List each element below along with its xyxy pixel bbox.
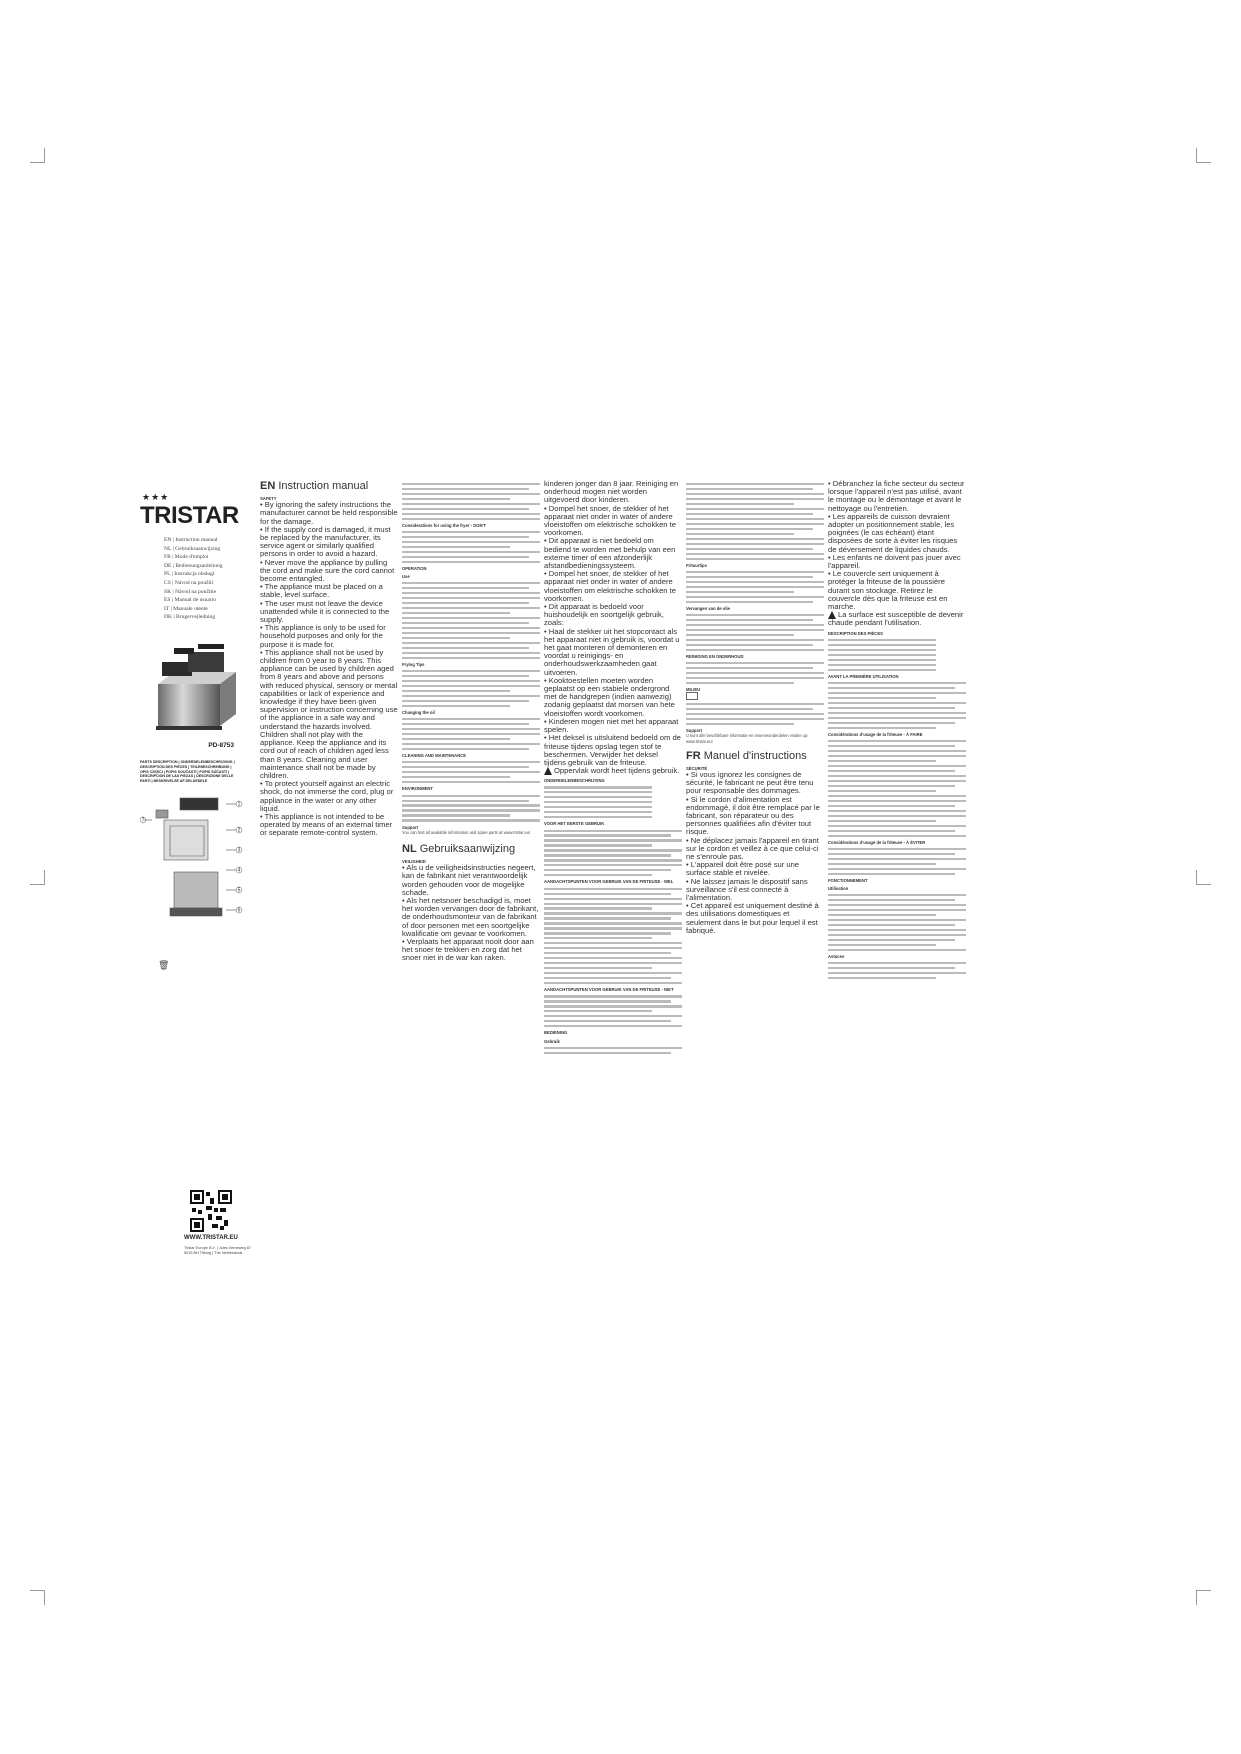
nl-dont-heading: AANDACHTSPUNTEN VOOR GEBRUIK VAN DE FRITEUSE - NIET xyxy=(544,987,674,993)
fr-safety-item: • Débranchez la fiche secteur du secteur lorsque l'appareil n'est pas utilisé, avant le montage ou le démontage et avant le nettoyage ou l'entretien. xyxy=(828,479,965,513)
en-safety-item: • The user must not leave the device unattended while it is connected to the supply. xyxy=(260,598,390,625)
language-list xyxy=(164,536,234,622)
diagram-label: 3 xyxy=(237,847,241,854)
nl-safety-item: • Dompel het snoer, de stekker of het apparaat niet onder in water of andere vloeistoffen om elektrische schokken te voorkomen. xyxy=(544,503,676,538)
fr-safety-item: • Les enfants ne doivent pas jouer avec l'appareil. xyxy=(828,552,961,571)
nl-bediening-heading: BEDIENING xyxy=(544,1030,568,1036)
fr-utilisation-heading: Utilisation xyxy=(828,886,849,891)
nl-safety-item: • Kinderen mogen niet met het apparaat spelen. xyxy=(544,716,679,735)
nl-safety-item: • Als het netsnoer beschadigd is, moet het worden vervangen door de fabrikant, de onderhoudsmonteur van de fabrikant of door personen met een soortgelijke kwalificatie om gevaar te voorkomen. xyxy=(402,895,539,938)
language-item[interactable]: DK | Brugervejledning xyxy=(164,614,216,621)
nl-safety-item: • Het deksel is uitsluitend bedoeld om de friteuse tijdens opslag tegen stof te beschermen. Verwijder het deksel tijdens gebruik van de friteuse. xyxy=(544,733,681,767)
fr-safety-item: • Le couvercle sert uniquement à protéger la friteuse de la poussière durant son stockage. Retirez le couvercle dès que la friteuse est en marche. xyxy=(828,569,948,612)
fr-safety-item: • L'appareil doit être posé sur une surface stable et nivelée. xyxy=(686,860,800,878)
fr-parts-heading: DESCRIPTION DES PIÈCES xyxy=(828,630,883,636)
nl-hot-surface-warning: Oppervlak wordt heet tijdens gebruik. xyxy=(544,767,682,775)
fr-safety-item: • Ne déplacez jamais l'appareil en tirant sur le cordon et veillez à ce que celui-ci ne s'enroule pas. xyxy=(686,835,819,862)
fr-safety-list-cont xyxy=(828,480,966,611)
language-item[interactable]: PL | Instrukcja obsługi xyxy=(164,571,215,578)
fr-safety-heading: SÉCURITÉ xyxy=(686,765,708,771)
en-safety-item: • This appliance is only to be used for household purposes and only for the purpose it is made for. xyxy=(260,623,386,649)
en-use-heading: Use xyxy=(402,574,410,580)
fr-safety-item: • Si vous ignorez les consignes de sécurité, le fabricant ne peut être tenu pour responsable des dommages. xyxy=(686,769,814,796)
nl-reiniging-heading: REINIGING EN ONDERHOUD xyxy=(686,653,744,659)
nl-safety-item: • Kooktoestellen moeten worden geplaatst op een stabiele ondergrond met de handgrepen (indien aanwezig) zodanig geplaatst dat morsen van hete vloeistoffen wordt voorkomen. xyxy=(544,675,675,718)
environment-icon xyxy=(686,692,698,700)
nl-gebruik-heading: Gebruik xyxy=(544,1038,560,1044)
nl-heading: NL Gebruiksaanwijzing xyxy=(402,842,516,855)
fr-column-2 xyxy=(828,480,966,982)
language-item[interactable]: ES | Manual de usuario xyxy=(164,597,217,604)
nl-milieu-heading: MILIEU xyxy=(686,687,701,693)
nl-frituurtips-heading: Frituurtips xyxy=(686,562,707,568)
diagram-label: 4 xyxy=(237,867,241,874)
fr-safety-item: • Si le cordon d'alimentation est endommagé, il doit être remplacé par le fabricant, son réparateur ou des personnes qualifiées afin d'éviter tout risque. xyxy=(686,794,820,837)
en-safety-item: • This appliance is not intended to be operated by means of an external timer or separate remote-control system. xyxy=(260,811,393,838)
en-safety-item: • Never move the appliance by pulling the cord and make sure the cord cannot become entangled. xyxy=(260,557,395,584)
nl-column-2 xyxy=(544,480,682,1057)
fr-safety-item: • Les appareils de cuisson devraient adopter un positionnement stable, les poignées (le cas échéant) étant disposées de sorte à éviter les risques de déversement de liquides chauds. xyxy=(828,511,958,554)
nl-safety-heading: VEILIGHEID xyxy=(402,858,426,864)
en-environment-heading: ENVIRONMENT xyxy=(402,786,433,792)
nl-safety-item: kinderen jonger dan 8 jaar. Reiniging en onderhoud mogen niet worden uitgevoerd door kinderen. xyxy=(544,479,679,505)
en-column-2 xyxy=(402,480,540,963)
en-heading: EN Instruction manual xyxy=(260,480,369,492)
brand-stars: ★★★ xyxy=(142,492,170,502)
nl-safety-item: • Dompel het snoer, de stekker of het apparaat niet onder in water of andere vloeistoffen om elektrische schokken te voorkomen. xyxy=(544,569,676,603)
fr-safety-list xyxy=(686,771,824,935)
en-safety-item: • The appliance must be placed on a stable, level surface. xyxy=(260,582,383,600)
en-support-text: You can find all available information and spare parts at www.tristar.eu! xyxy=(402,829,531,835)
nl-safety-list-cont xyxy=(544,480,682,767)
en-operation-heading: OPERATION xyxy=(402,565,427,571)
en-safety-heading: SAFETY xyxy=(260,496,277,501)
parts-caption: PARTS DESCRIPTION | ONDERDELENBESCHRIJVING | DESCRIPTION DES PIÈCES | TEILEBESCHREIBUNG | OPIS CZĘŚCI | POPIS SOUČÁSTÍ | POPIS SÚČASTÍ | DESCRIPCIÓN DE LAS PIEZAS | DESCRIZIONE DELLE PARTI | BESKRIVELSE AF DELDEDELE xyxy=(140,760,235,784)
diagram-label: 1 xyxy=(237,801,241,808)
fr-astuces-heading: Astuces xyxy=(828,954,845,960)
en-support-heading: Support xyxy=(402,824,419,830)
diagram-label: 5 xyxy=(237,887,241,894)
fr-heading: FR Manuel d'instructions xyxy=(686,749,807,762)
diagram-label: 7 xyxy=(141,817,145,824)
fr-safety-item: • Ne laissez jamais le dispositif sans surveillance s'il est connecté à l'alimentation. xyxy=(686,876,808,903)
nl-safety-item: • Haal de stekker uit het stopcontact als het apparaat niet in gebruik is, voordat u het gaat monteren of demonteren en voordat u reinigings- en onderhoudswerkzaamheden gaat uitvoeren. xyxy=(544,626,680,677)
nl-safety-list xyxy=(402,864,540,962)
cover-panel xyxy=(140,480,250,1280)
language-item[interactable]: EN | Instruction manual xyxy=(164,537,218,543)
language-item[interactable]: SK | Návod na použitie xyxy=(164,588,217,595)
nl-safety-item: • Dit apparaat is niet bedoeld om bediend te worden met behulp van een externe timer of een afzonderlijk afstandbedieningssysteem. xyxy=(544,536,676,571)
weee-bin-icon: 🗑 xyxy=(158,960,170,970)
fr-dont-heading: Considérations d'usage de la friteuse - À ÉVITER xyxy=(828,839,926,845)
diagram-label: 2 xyxy=(237,827,241,834)
language-item[interactable]: FR | Mode d'emploi xyxy=(164,554,209,561)
diagram-label: 6 xyxy=(237,907,241,914)
en-safety-item: • If the supply cord is damaged, it must be replaced by the manufacturer, its service agent or similarly qualified persons in order to avoid a hazard. xyxy=(260,524,391,559)
fr-safety-item: • Cet appareil est uniquement destiné à des utilisations domestiques et seulement dans le but pour lequel il est fabriqué. xyxy=(686,901,819,935)
en-safety-item: • To protect yourself against an electric shock, do not immerse the cord, plug or appliance in the water or any other liquid. xyxy=(260,779,394,813)
crop-mark-top-right xyxy=(1196,148,1211,163)
en-column-1 xyxy=(260,480,398,838)
model-number: PD-8753 xyxy=(208,742,234,749)
nl-parts-heading: ONDERDELENBESCHRIJVING xyxy=(544,778,605,784)
en-safety-item: • By ignoring the safety instructions the manufacturer cannot be held responsible for the damage. xyxy=(260,500,398,526)
crop-mark-top-left xyxy=(30,148,45,163)
fr-before-heading: AVANT LA PREMIÈRE UTILISATION xyxy=(828,673,899,679)
en-cleaning-heading: CLEANING AND MAINTENANCE xyxy=(402,753,467,759)
exploded-parts-diagram xyxy=(140,780,245,930)
deep-fryer-product-image xyxy=(148,640,248,738)
nl-column-3 xyxy=(686,480,824,935)
language-item[interactable]: IT | Manuale utente xyxy=(164,605,208,612)
language-item[interactable]: CS | Návod na použití xyxy=(164,579,214,586)
manual-sheet xyxy=(140,480,1100,1280)
fr-hot-surface-warning: La surface est susceptible de devenir chaude pendant l'utilisation. xyxy=(828,610,964,628)
brand-logo: TRISTAR xyxy=(140,502,239,529)
nl-support-text: U kunt alle beschikbare informatie en reserveonderdelen vinden op www.tristar.eu! xyxy=(686,733,808,744)
nl-support-heading: Support xyxy=(686,728,703,734)
fr-do-heading: Considérations d'usage de la friteuse - À FAIRE xyxy=(828,731,923,737)
en-safety-item: • This appliance shall not be used by children from 0 year to 8 years. This appliance can be used by children aged from 8 years and above and persons with reduced physical, sensory or mental capabilities or lack of experience and knowledge if they have been given supervision or instruction concerning use of the appliance in a safe way and understand the hazards involved. Children shall not play with the appliance. Keep the appliance and its cord out of reach of children aged less than 8 years. Cleaning and user maintenance shall not be made by children. xyxy=(260,647,398,780)
language-item[interactable]: NL | Gebruiksaanwijzing xyxy=(164,545,221,552)
nl-safety-item: • Verplaats het apparaat nooit door aan het snoer te trekken en zorg dat het snoer niet in de war kan raken. xyxy=(402,936,534,963)
crop-mark-mid-left xyxy=(30,870,45,885)
crop-mark-mid-right xyxy=(1196,870,1211,885)
en-dont-heading: Considerations for using the fryer - DON'T xyxy=(402,522,487,528)
en-text-block xyxy=(402,483,540,520)
en-changing-oil-heading: Changing the oil xyxy=(402,710,435,716)
website-url[interactable]: WWW.TRISTAR.EU xyxy=(184,1235,238,1241)
nl-before-heading: VOOR HET EERSTE GEBRUIK xyxy=(544,821,605,827)
nl-safety-item: • Als u de veiligheidsinstructies negeert, kan de fabrikant niet verantwoordelijk worden gehouden voor de mogelijke schade. xyxy=(402,863,536,897)
company-address: Tristar Europe B.V. | Jules Verneweg 87 5015 BH Tilburg | The Netherlands xyxy=(184,1246,251,1255)
nl-safety-item: • Dit apparaat is bedoeld voor huishoudelijk en soortgelijk gebruik, zoals: xyxy=(544,602,664,628)
nl-olie-heading: Vervangen van de olie xyxy=(686,605,730,611)
fr-fonctionnement-heading: FONCTIONNEMENT xyxy=(828,877,868,883)
hot-surface-warning-icon xyxy=(544,767,552,775)
en-safety-list xyxy=(260,501,398,837)
nl-do-heading: AANDACHTSPUNTEN VOOR GEBRUIK VAN DE FRITEUSE - WEL xyxy=(544,879,674,885)
language-item[interactable]: DE | Bedienungsanleitung xyxy=(164,562,223,569)
crop-mark-bottom-right xyxy=(1196,1590,1211,1605)
qr-code[interactable] xyxy=(190,1190,232,1232)
crop-mark-bottom-left xyxy=(30,1590,45,1605)
en-frying-tips-heading: Frying Tips xyxy=(402,662,425,668)
